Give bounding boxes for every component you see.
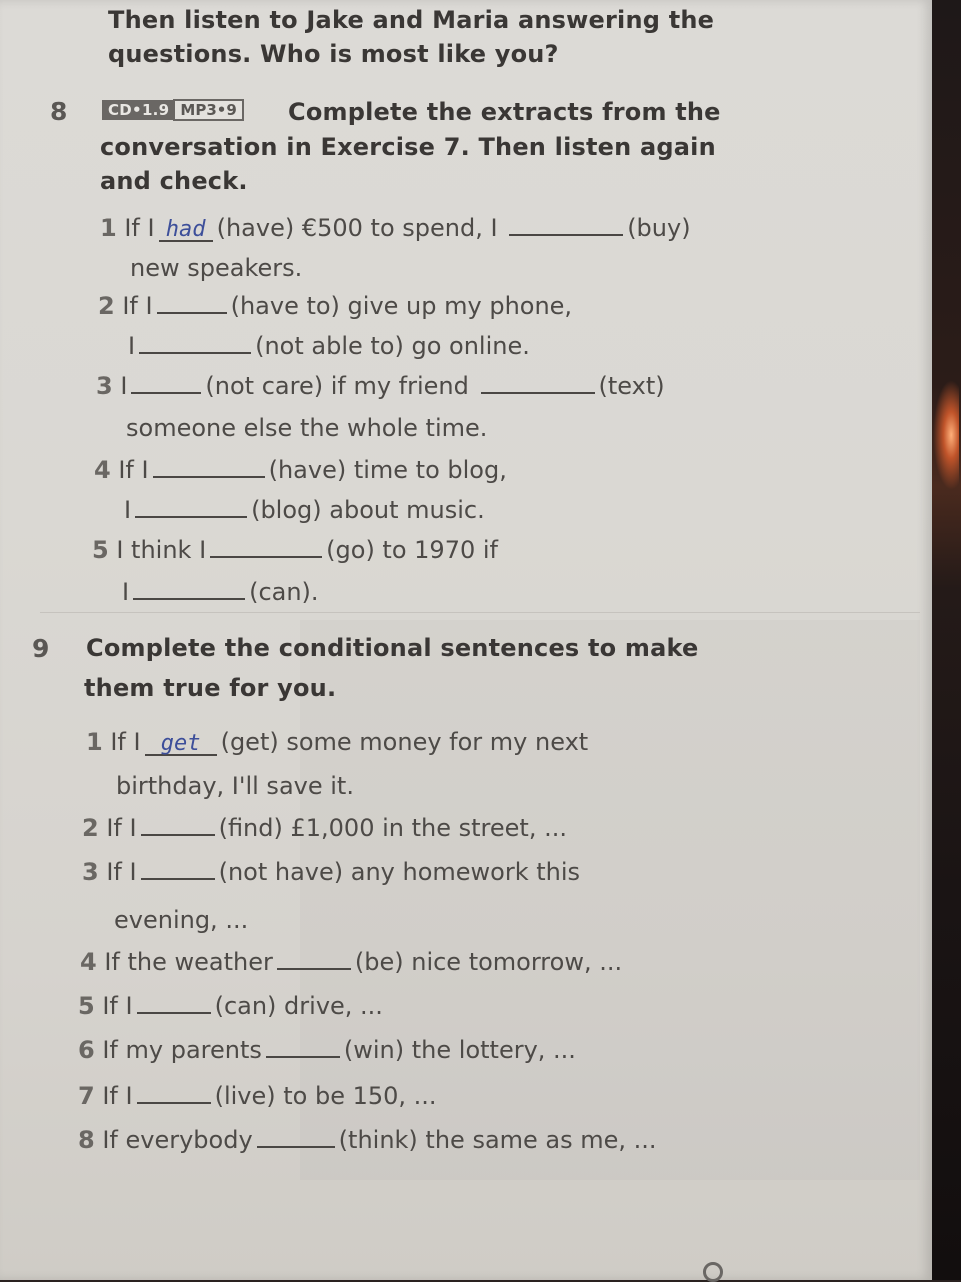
item-text: (have) time to blog, [268,456,507,484]
ex8-item-4 [94,456,507,484]
exercise-9-instruction-1: Complete the conditional sentences to make [86,634,699,662]
item-text: If the weather [104,948,273,976]
exercise-9-instruction-2: them true for you. [84,674,337,702]
item-text: (buy) [627,214,691,242]
item-text: (not have) any homework this [218,858,581,886]
item-text: (have) €500 to spend, I [216,214,498,242]
ex9-item-5 [78,992,383,1020]
item-text: If I [102,992,133,1020]
ex8-item-5-cont [122,578,319,606]
item-number: 3 [82,858,99,886]
ex8-item-3-cont: someone else the whole time. [126,414,488,442]
item-text: (blog) about music. [251,496,485,524]
ex9-item-1-cont: birthday, I'll save it. [116,772,354,800]
item-number: 7 [78,1082,95,1110]
ex8-item-4-cont [124,496,485,524]
item-text: I [120,372,128,400]
answer-blank[interactable] [210,555,322,558]
answer-blank[interactable] [135,515,247,518]
item-text: (have to) give up my phone, [230,292,573,320]
ex9-item-3 [82,858,580,886]
item-text: If I [118,456,149,484]
item-text: (live) to be 150, ... [214,1082,437,1110]
ex8-item-2 [98,292,572,320]
ex9-item-1 [86,728,588,756]
item-text: If I [106,814,137,842]
ex9-item-4 [80,948,622,976]
answer-blank[interactable] [139,351,251,354]
intro-line-1: Then listen to Jake and Maria answering the [108,6,715,34]
answer-blank[interactable] [137,1101,211,1104]
answer-blank[interactable] [257,1145,335,1148]
ex9-item-8 [78,1126,657,1154]
mp3-track-badge: MP3•9 [173,99,243,121]
answer-blank[interactable] [266,1055,340,1058]
intro-line-2: questions. Who is most like you? [108,40,559,68]
item-text: (think) the same as me, ... [338,1126,657,1154]
answer-blank[interactable] [509,233,623,236]
item-text: (text) [598,372,665,400]
item-text: If I [102,1082,133,1110]
ex8-item-2-cont [128,332,530,360]
item-text: (win) the lottery, ... [343,1036,576,1064]
item-number: 1 [100,214,117,242]
ex8-item-1 [100,214,691,242]
item-text: If I [124,214,155,242]
item-text: (find) £1,000 in the street, ... [218,814,567,842]
item-text: (be) nice tomorrow, ... [354,948,623,976]
item-number: 6 [78,1036,95,1064]
background-light [933,380,959,490]
answer-blank[interactable] [131,391,201,394]
item-text: (can). [249,578,319,606]
binder-ring-icon [703,1262,723,1282]
background-edge [931,0,961,1280]
ex9-item-6 [78,1036,576,1064]
item-text: If I [110,728,141,756]
item-number: 8 [78,1126,95,1154]
answer-blank[interactable] [481,391,595,394]
item-text: (get) some money for my next [220,728,589,756]
item-number: 5 [78,992,95,1020]
exercise-8-number: 8 [50,97,68,126]
answer-blank[interactable] [133,597,245,600]
item-number: 2 [98,292,115,320]
exercise-8-instruction-3: and check. [100,167,248,195]
item-text: (not care) if my friend [205,372,469,400]
ex8-item-5 [92,536,498,564]
item-text: If my parents [102,1036,262,1064]
exercise-8-instruction-2: conversation in Exercise 7. Then listen again [100,133,716,161]
ex8-item-1-cont: new speakers. [130,254,303,282]
item-number: 5 [92,536,109,564]
ex9-item-3-cont: evening, ... [114,906,249,934]
cd-track-badge: CD•1.9 [102,100,175,120]
item-text: (go) to 1970 if [326,536,498,564]
item-number: 1 [86,728,103,756]
item-text: If I [106,858,137,886]
item-text: I think I [116,536,207,564]
answer-blank[interactable] [153,475,265,478]
item-number: 4 [80,948,97,976]
item-text: I [128,332,136,360]
audio-badges [102,99,244,123]
answer-blank[interactable] [277,967,351,970]
ex9-item-7 [78,1082,437,1110]
filled-answer[interactable]: get [145,734,217,756]
item-text: If I [122,292,153,320]
item-text: I [124,496,132,524]
answer-blank[interactable] [141,833,215,836]
answer-blank[interactable] [141,877,215,880]
ex8-item-3 [96,372,665,400]
ex9-item-2 [82,814,567,842]
item-text: I [122,578,130,606]
item-number: 3 [96,372,113,400]
item-text: (can) drive, ... [214,992,383,1020]
item-number: 4 [94,456,111,484]
section-divider [40,612,920,613]
item-text: (not able to) go online. [255,332,530,360]
exercise-8-instruction-1: Complete the extracts from the [288,98,721,126]
exercise-9-number: 9 [32,634,50,663]
answer-blank[interactable] [157,311,227,314]
item-text: If everybody [102,1126,253,1154]
item-number: 2 [82,814,99,842]
filled-answer[interactable]: had [159,220,213,242]
answer-blank[interactable] [137,1011,211,1014]
